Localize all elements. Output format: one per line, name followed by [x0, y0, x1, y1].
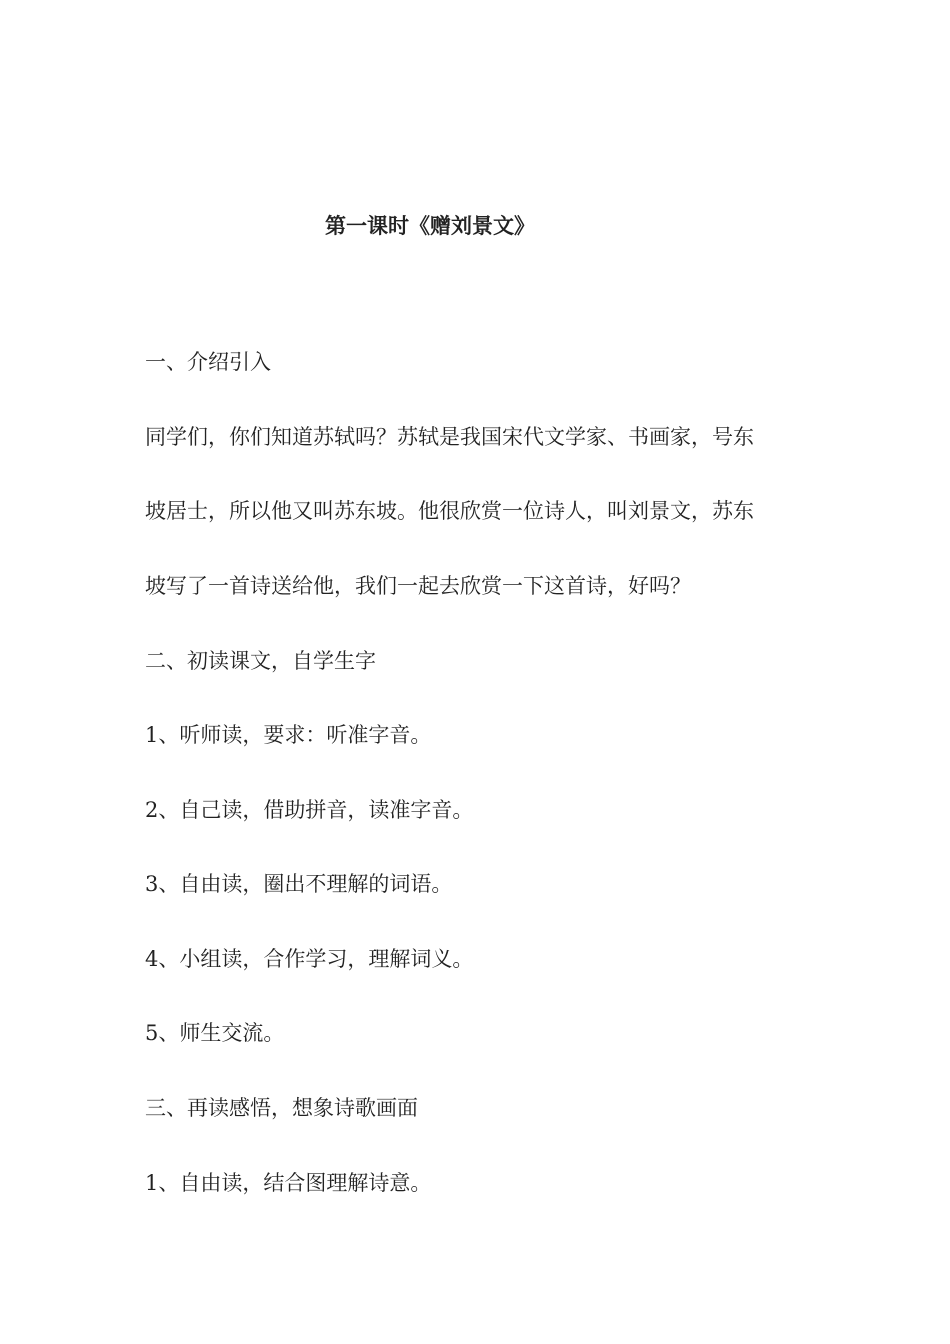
section-heading-rereading: 三、再读感悟，想象诗歌画面 — [145, 1096, 418, 1120]
section-heading-intro: 一、介绍引入 — [145, 350, 271, 374]
list-item-3: 3、自由读，圈出不理解的词语。 — [145, 872, 453, 896]
paragraph-line-2: 坡居士，所以他又叫苏东坡。他很欣赏一位诗人，叫刘景文，苏东 — [145, 499, 754, 523]
list-item-2: 2、自己读，借助拼音，读准字音。 — [145, 798, 474, 822]
list-item-4: 4、小组读，合作学习，理解词义。 — [145, 947, 474, 971]
list-item-5: 5、师生交流。 — [145, 1021, 285, 1045]
list-item-6: 1、自由读，结合图理解诗意。 — [145, 1171, 432, 1195]
list-item-1: 1、听师读，要求：听准字音。 — [145, 723, 432, 747]
lesson-title: 第一课时《赠刘景文》 — [325, 213, 535, 238]
section-heading-first-reading: 二、初读课文，自学生字 — [145, 649, 376, 673]
paragraph-line-3: 坡写了一首诗送给他，我们一起去欣赏一下这首诗，好吗？ — [145, 574, 691, 598]
paragraph-line-1: 同学们，你们知道苏轼吗？苏轼是我国宋代文学家、书画家，号东 — [145, 425, 754, 449]
